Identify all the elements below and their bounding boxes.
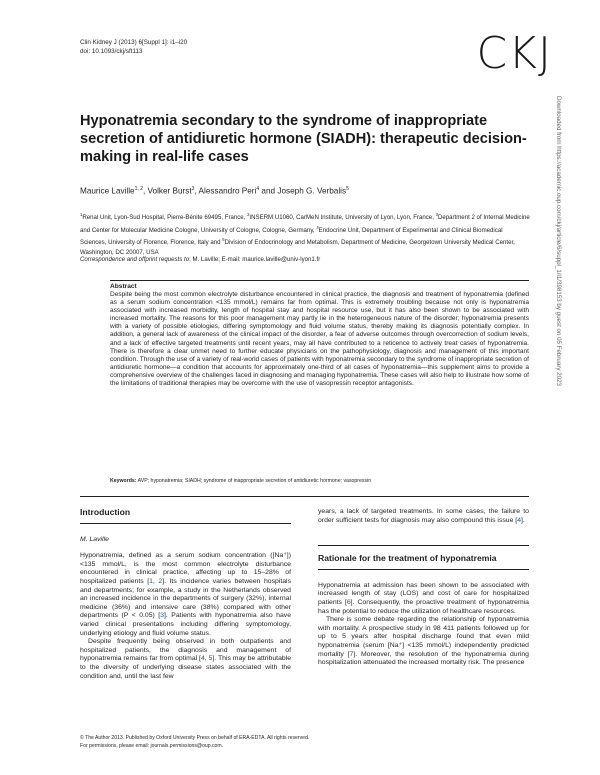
permissions-line: For permissions, please email: journals.permissions@oup.com. [80, 742, 224, 749]
journal-reference: Clin Kidney J (2013) 6[Suppl 1]: i1–i20 [80, 39, 188, 46]
author-affil-sup: 3 [191, 186, 195, 192]
keywords-list: AVP; hyponatremia; SIADH; syndrome of inappropriate secretion of antidiuretic hormone; vasopressin [136, 478, 372, 484]
section-divider [80, 496, 529, 497]
keywords [110, 478, 529, 484]
correspondence [80, 256, 530, 263]
abstract-text: Despite being the most common electrolyte disturbance encountered in clinical practice, the diagnosis and treatment of hyponatremia (defined as a serum sodium concentration <135 mmol/L) remains far from optimal. This is extremely troubling because not only is hyponatremia associated with increased morbidity, length of hospital stay and hospital resource use, but it has also been shown to be associated with increased mortality. The reasons for this poor management may partly lie in the heterogeneous nature of the disorder; hyponatremia presents with a variety of possible etiologies, differing symptomology and fluid volume status, thereby making its diagnosis potentially complex. In addition, a general lack of awareness of the clinical impact of the disorder, a fear of adverse outcomes through overcorrection of sodium levels, and a lack of effective targeted treatments until recent years, may all have contributed to a reticence to actively treat cases of hyponatremia. There is therefore a clear unmet need to further educate physicians on the pathophysiology, diagnosis and management of this important condition. Through the use of a variety of real-world cases of patients with hyponatremia secondary to the syndrome of inappropriate secretion of antidiuretic hormone—a condition that accounts for approximately one-third of all cases of hyponatremia—this supplement aims to provide a comprehensive overview of the challenges faced in diagnosing and managing hyponatremia. These cases will also help to illustrate how some of the limitations of traditional therapies may be overcome with the use of vasopressin receptor antagonists. [110, 291, 529, 388]
rationale-heading: Rationale for the treatment of hyponatremia [318, 545, 529, 570]
author-separator: , [142, 186, 148, 196]
citation-link[interactable]: 2 [158, 577, 163, 585]
author-separator: , [194, 186, 199, 196]
text-run: years, a lack of targeted treatments. In some cases, the failure to order sufficient tests for diagnosis may also compound this issue [ [318, 508, 529, 524]
affiliation: Renal Unit, Lyon-Sud Hospital, Pierre-Bénite 69495, France, [82, 214, 248, 222]
correspondence-contact[interactable]: : M. Laville; E-mail: maurice.laville@univ-lyon1.fr [189, 256, 321, 263]
text-run: ]. [521, 516, 525, 524]
text-run: ]. Moreover, the resolution of the hyponatremia during hospitalization attenuated the increased mortality risk. The presence [318, 650, 529, 667]
keywords-label: Keywords: [110, 478, 137, 484]
citation-link[interactable]: 6 [346, 598, 351, 606]
text-run: Hyponatremia, defined as a serum sodium concentration ([Na⁺]) <135 mmol/L, is the most common electrolyte disturbance encountered in clinical practice, affecting up to 15–28% of hospitalized patients [ [80, 552, 291, 585]
affiliation: Endocrine Unit, Department of Experimental and Clinical Biomedical Sciences, University of Florence, Florence, Italy and [80, 226, 503, 247]
col2-paragraph-1 [318, 508, 529, 525]
text-run: Hyponatremia at admission has been shown to be associated with increased length of stay (LOS) and cost of care for hospitalized patients [ [318, 581, 529, 606]
abstract-heading: Abstract [110, 283, 137, 290]
affiliation: Division of Endocrinology and Metabolism, Department of Medicine, Georgetown University Medical Center, Washington, DC 20007, USA [80, 239, 515, 256]
author-name: Volker Burst [147, 186, 192, 196]
affiliation: Department 2 of Internal Medicine and Center for Molecular Medicine Cologne, University of Cologne, Cologne, Germany, [80, 214, 530, 234]
introduction-heading: Introduction [80, 508, 291, 524]
abstract-section [110, 280, 529, 388]
copyright-footer [80, 735, 530, 750]
citation-link[interactable]: 7 [349, 650, 354, 658]
citation-link[interactable]: 1 [149, 577, 153, 585]
ckj-logo: CKJ [476, 28, 552, 79]
correspondence-label: Correspondence and offprint requests to [80, 256, 190, 263]
doi-link[interactable]: doi: 10.1093/ckj/sft113 [80, 48, 143, 55]
author-separator: and [259, 186, 278, 196]
copyright-line: © The Author 2013. Published by Oxford University Press on behalf of ERA-EDTA. All rights reserved. [80, 735, 310, 741]
intro-paragraph-1 [80, 552, 291, 638]
affil-sup: 5 [222, 237, 225, 243]
download-watermark [553, 96, 562, 676]
section-byline: M. Laville [80, 535, 109, 543]
intro-paragraph-2 [80, 638, 291, 681]
author-affil-sup: 5 [346, 186, 349, 192]
affiliation: INSERM U1060, CarMeN Institute, University of Lyon, Lyon, France, [249, 214, 436, 222]
author-name: Maurice Laville [80, 186, 135, 196]
author-affil-sup: 4 [256, 186, 260, 192]
citation-link[interactable]: 4 [200, 655, 205, 663]
text-run: , [204, 655, 209, 663]
text-run: There is some debate regarding the relationship of hyponatremia with mortality. A prospective study in 98 411 patients followed up for up to 5 years after hospital discharge found that even mild hyponatremia (serum [Na⁺] <135 mmol/L) independently predicted mortality [ [318, 616, 529, 658]
rationale-paragraph-1 [318, 582, 529, 616]
article-title: Hyponatremia secondary to the syndrome of inappropriate secretion of antidiuretic hormone (SIADH): therapeutic decision-making in real-life cases [80, 113, 527, 165]
text-run: ]. This may be attributable to the diversity of underlying disease states associated with the condition and, until the last few [80, 655, 292, 680]
affiliations [80, 210, 530, 257]
text-run: , [152, 577, 159, 585]
text-run: ]. Its incidence varies between hospitals and departments; for example, a study in the Netherlands observed an increased incidence in the departments of surgery (32%), internal medicine (36%) and intensive care (38%) compared with other departments (P < 0.05) [ [80, 577, 291, 620]
rationale-paragraph-2 [318, 616, 529, 668]
download-note: Downloaded from https://academic.oup.com/ckj/article/6/suppl_1/i1/398153 by guest on 05 February 2023 [555, 96, 562, 386]
affil-sup: 4 [316, 224, 319, 230]
text-run: Despite frequently being observed in both outpatients and hospitalized patients, the diagnosis and management of hyponatremia remains far from optimal [ [80, 638, 291, 663]
body-column-left [80, 508, 291, 681]
author-name: Alessandro Peri [198, 186, 257, 196]
citation-link[interactable]: 5 [208, 655, 213, 663]
text-run: ]. Patients with hyponatremia also have varied clinical presentations including differing symptomology, underlying etiology and fluid volume status. [80, 612, 291, 637]
author-name: Joseph G. Verbalis [277, 186, 347, 196]
affil-sup: 2 [247, 212, 250, 217]
author-affil-sup: 1, 2 [134, 186, 143, 192]
citation-link[interactable]: 3 [160, 612, 165, 620]
journal-meta [80, 38, 187, 56]
citation-link[interactable]: 4 [517, 516, 522, 524]
affil-sup: 1 [80, 212, 83, 217]
author-list [80, 186, 530, 196]
text-run: ]. Consequently, the proactive treatment of hyponatremia has the potential to reduce the utilization of healthcare resources. [318, 598, 529, 615]
body-column-right [318, 508, 529, 668]
affil-sup: 3 [435, 212, 438, 217]
